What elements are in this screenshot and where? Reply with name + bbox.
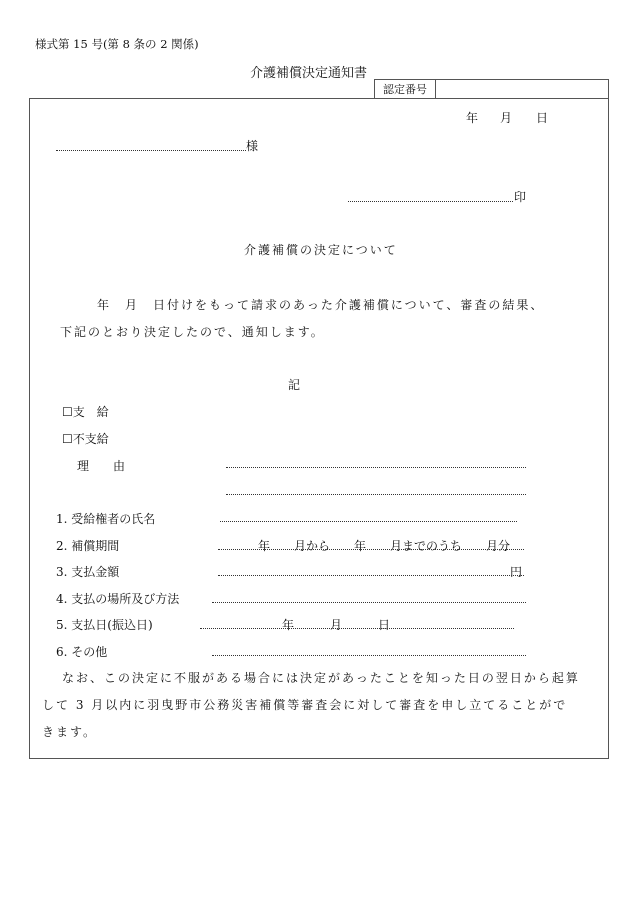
item-other-line[interactable]: [212, 655, 526, 656]
item-recipient-name-line[interactable]: [220, 521, 517, 522]
document-title: 介護補償決定通知書: [250, 66, 368, 81]
option-no-pay[interactable]: ☐不支給: [62, 432, 109, 446]
notice-line-2: して 3 月以内に羽曳野市公務災害補償等審査会に対して審査を申し立てることがで: [42, 698, 568, 712]
reason-line-2[interactable]: [226, 494, 526, 495]
seal-label: 印: [514, 190, 527, 204]
item-payment-method-line[interactable]: [212, 602, 526, 603]
notice-line-3: きます。: [42, 725, 98, 739]
date-day-label: 日: [536, 111, 549, 125]
item-period-label: 2. 補償期間: [56, 539, 120, 553]
item-payment-date-line[interactable]: [200, 628, 514, 629]
reason-line-1[interactable]: [226, 467, 526, 468]
item-amount-unit: 円: [510, 565, 523, 579]
item-recipient-name-label: 1. 受給権者の氏名: [56, 512, 156, 526]
item-period-value: 年 月から 年 月までのうち 月分: [258, 539, 511, 553]
body-line-2: 下記のとおり決定したので、通知します。: [60, 325, 325, 339]
item-payment-date-label: 5. 支払日(振込日): [56, 618, 153, 632]
form-reference: 様式第 15 号(第 8 条の 2 関係): [35, 37, 199, 51]
certification-number-box: [374, 79, 609, 99]
reason-label: 理 由: [77, 459, 126, 473]
issuer-line[interactable]: [348, 201, 513, 202]
body-line-1: 年 月 日付けをもって請求のあった介護補償について、審査の結果、: [97, 298, 545, 312]
option-pay[interactable]: ☐支 給: [62, 405, 109, 419]
item-payment-method-label: 4. 支払の場所及び方法: [56, 592, 180, 606]
addressee-suffix: 様: [246, 139, 259, 153]
notice-line-1: なお、この決定に不服がある場合には決定があったことを知った日の翌日から起算: [62, 671, 580, 685]
item-other-label: 6. その他: [56, 645, 108, 659]
addressee-line[interactable]: [56, 150, 246, 151]
item-payment-date-value: 年 月 日: [282, 618, 391, 632]
item-period-line[interactable]: [218, 549, 524, 550]
date-year-label: 年: [466, 111, 479, 125]
item-amount-line[interactable]: [218, 575, 524, 576]
ki-heading: 記: [288, 378, 301, 392]
date-month-label: 月: [500, 111, 513, 125]
subject-heading: 介護補償の決定について: [244, 243, 398, 257]
item-amount-label: 3. 支払金額: [56, 565, 120, 579]
certification-number-label: 認定番号: [375, 80, 436, 99]
